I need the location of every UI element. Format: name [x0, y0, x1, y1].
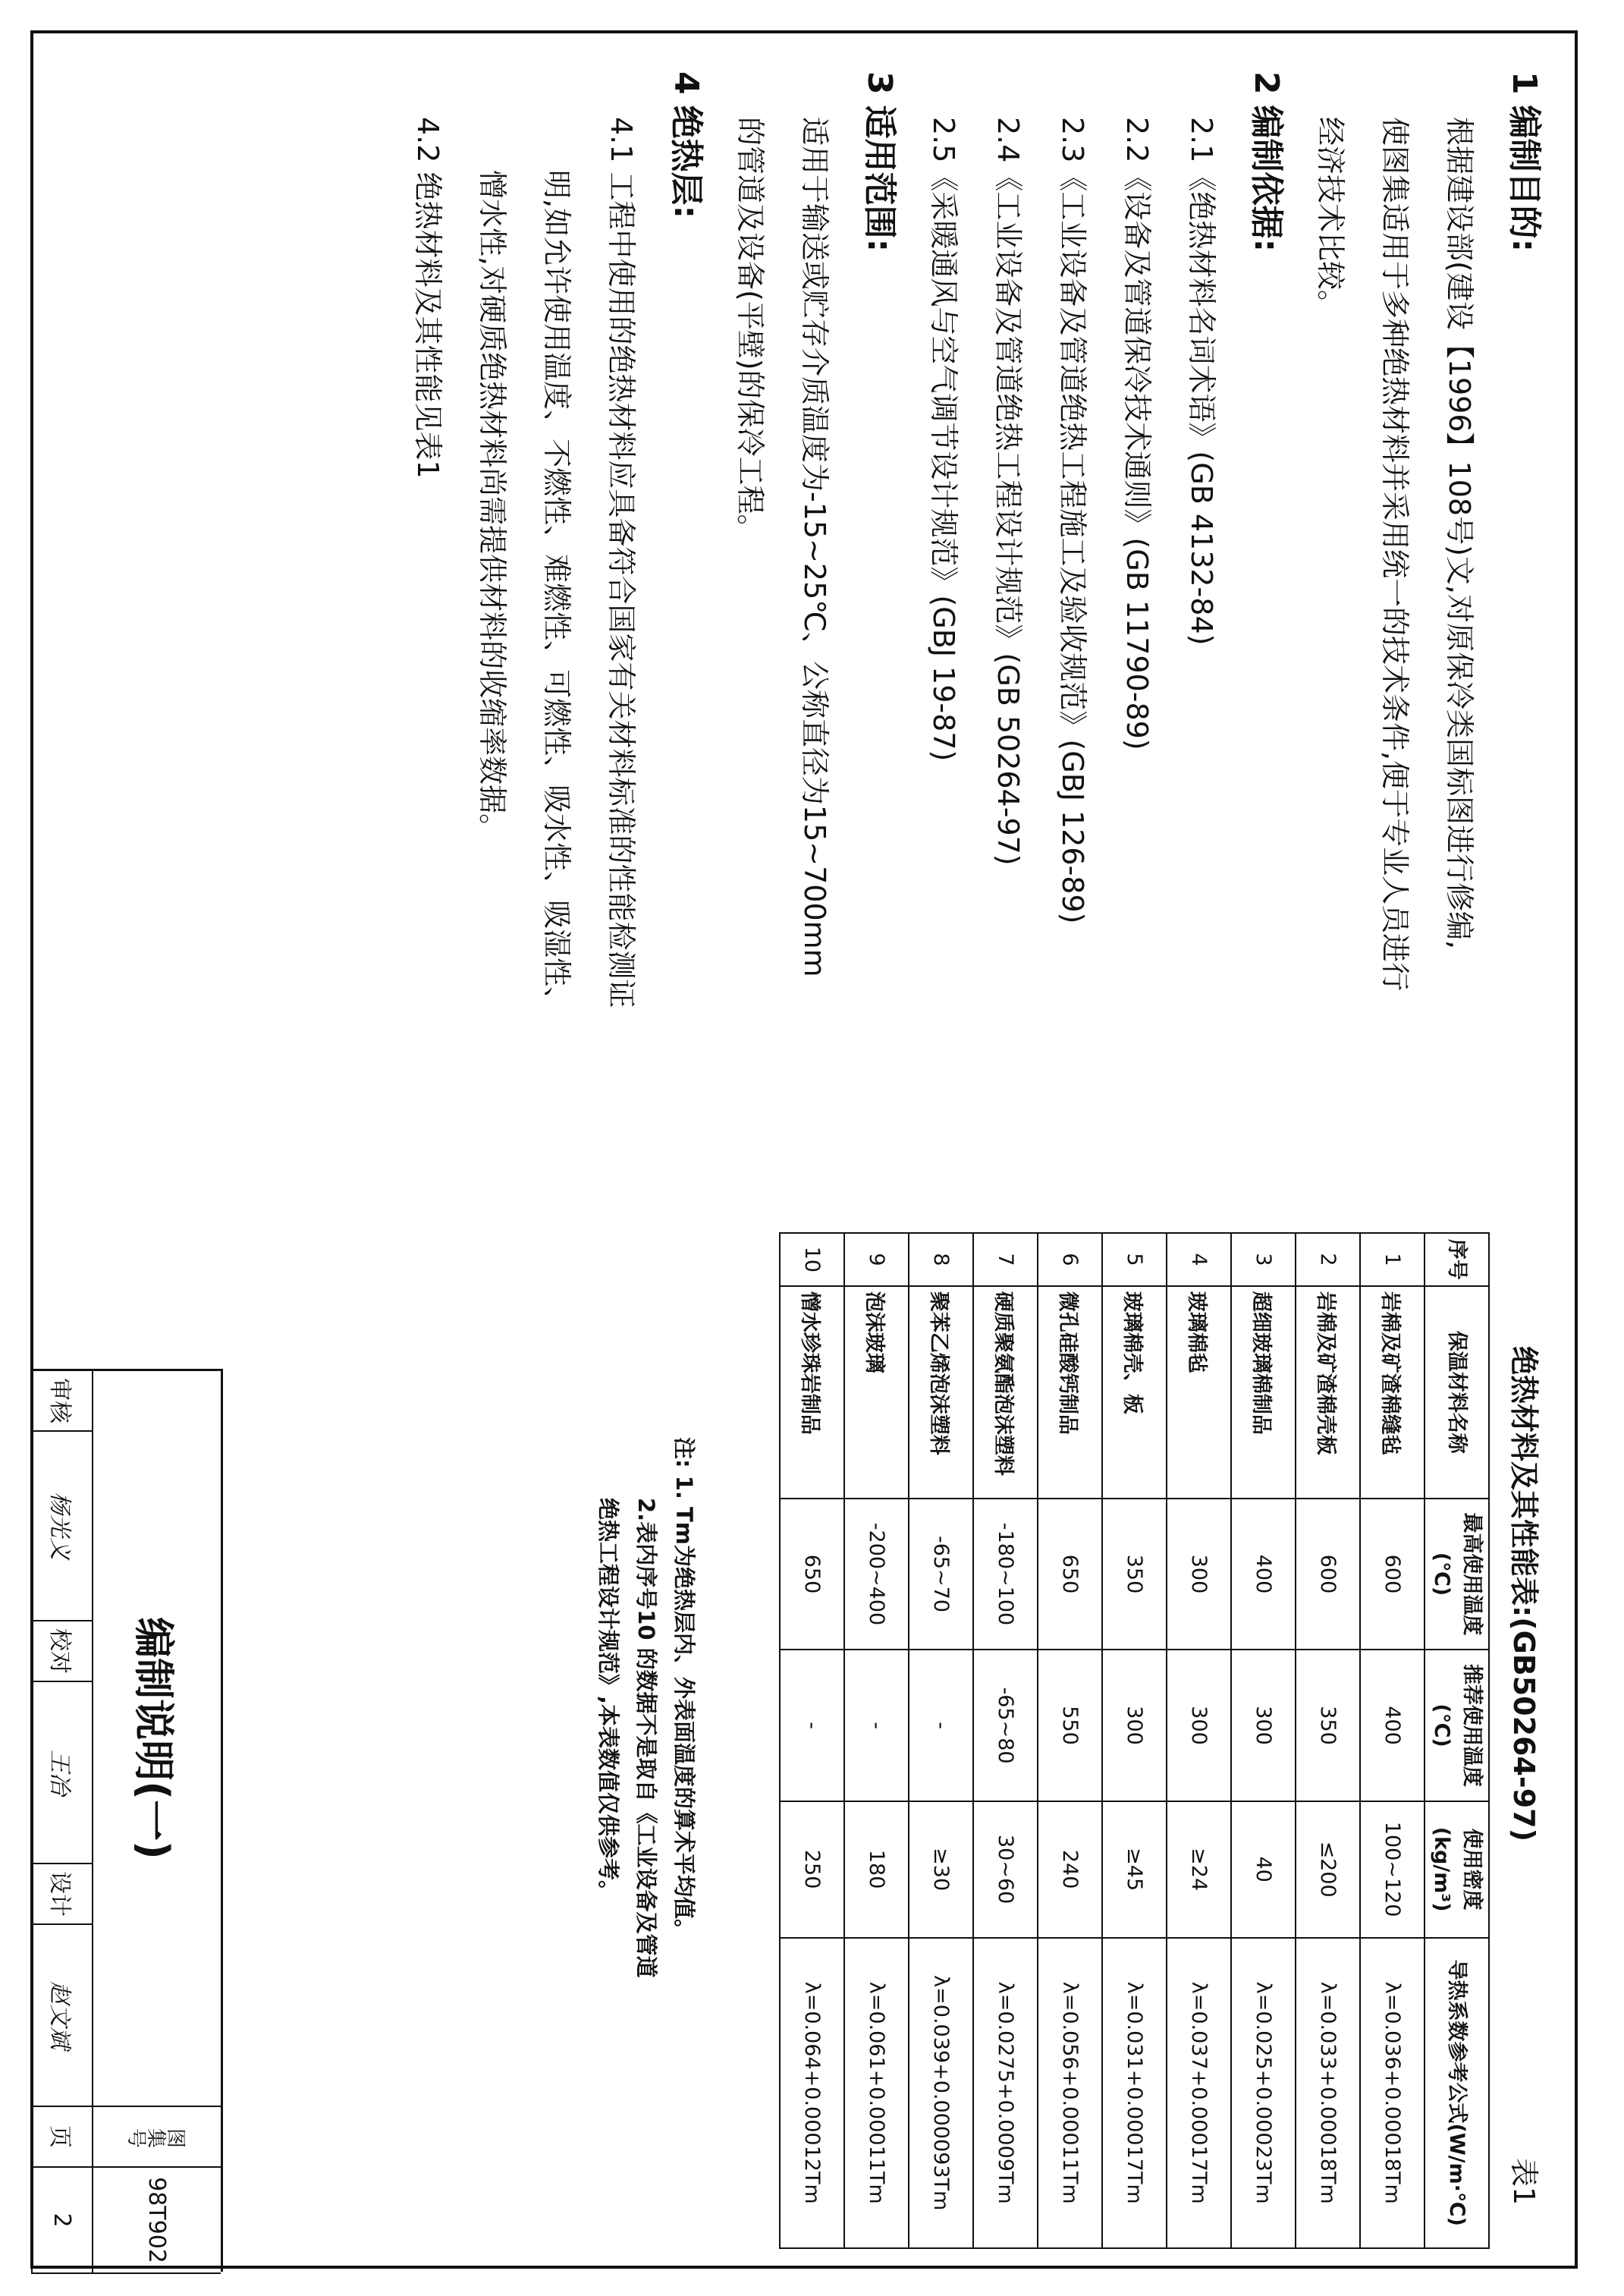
- cell-seq: 6: [1038, 1233, 1102, 1286]
- col-header-rec-temp: 推荐使用温度(℃): [1425, 1650, 1489, 1801]
- cell-seq: 5: [1102, 1233, 1167, 1286]
- cell-formula: λ=0.0275+0.0009Tm: [973, 1938, 1038, 2248]
- table-row: [1231, 1233, 1296, 2248]
- section-2-item-2: 2.2《设备及管道保冷技术通则》(GB 11790-89): [1120, 117, 1154, 750]
- cell-density: 100~120: [1360, 1801, 1425, 1938]
- section-2-item-3: 2.3《工业设备及管道绝热工程施工及验收规范》(GBJ 126-89): [1056, 117, 1089, 924]
- cell-name: 憎水珍珠岩制品: [780, 1286, 844, 1499]
- cell-seq: 9: [844, 1233, 909, 1286]
- section-4-heading: 4绝热层:: [667, 71, 705, 219]
- review-label: 审核: [31, 1371, 92, 1432]
- col-header-max-temp: 最高使用温度(℃): [1425, 1499, 1489, 1650]
- table-title: 绝热材料及其性能表:(GB50264-97): [1507, 1346, 1541, 1842]
- cell-seq: 7: [973, 1233, 1038, 1286]
- table-row: [1038, 1233, 1102, 2248]
- atlas-no-label: 图集号: [92, 2107, 221, 2168]
- cell-formula: λ=0.025+0.00023Tm: [1231, 1938, 1296, 2248]
- table-note-3: 绝热工程设计规范》,本表数值仅供参考。: [595, 1498, 621, 1903]
- section-3-line-2: 的管道及设备(平壁)的保冷工程。: [733, 117, 767, 543]
- cell-density: ≤200: [1296, 1801, 1360, 1938]
- section-1-heading: 1编制目的:: [1505, 71, 1544, 253]
- cell-max-temp: -65~70: [909, 1499, 973, 1650]
- cell-max-temp: -200~400: [844, 1499, 909, 1650]
- cell-rec-temp: 300: [1167, 1650, 1231, 1801]
- cell-seq: 8: [909, 1233, 973, 1286]
- cell-density: ≥30: [909, 1801, 973, 1938]
- table-row: [1167, 1233, 1231, 2248]
- cell-rec-temp: -: [844, 1650, 909, 1801]
- cell-rec-temp: 400: [1360, 1650, 1425, 1801]
- cell-max-temp: 600: [1296, 1499, 1360, 1650]
- table-row: [1102, 1233, 1167, 2248]
- col-header-formula: 导热系数参考公式(W/m·℃): [1425, 1938, 1489, 2248]
- table-header-row: [1425, 1233, 1489, 2248]
- cell-name: 超细玻璃棉制品: [1231, 1286, 1296, 1499]
- cell-formula: λ=0.036+0.00018Tm: [1360, 1938, 1425, 2248]
- table-label: 表1: [1507, 2158, 1541, 2206]
- table-row: [909, 1233, 973, 2248]
- cell-name: 玻璃棉壳、板: [1102, 1286, 1167, 1499]
- col-header-seq: 序号: [1425, 1233, 1489, 1286]
- cell-max-temp: 650: [1038, 1499, 1102, 1650]
- cell-rec-temp: 550: [1038, 1650, 1102, 1801]
- cell-formula: λ=0.039+0.000093Tm: [909, 1938, 973, 2248]
- cell-name: 玻璃棉毡: [1167, 1286, 1231, 1499]
- cell-seq: 2: [1296, 1233, 1360, 1286]
- page-label: 页: [31, 2107, 92, 2168]
- section-2-item-5: 2.5《采暖通风与空气调节设计规范》(GBJ 19-87): [927, 117, 960, 762]
- cell-seq: 4: [1167, 1233, 1231, 1286]
- cell-formula: λ=0.037+0.00017Tm: [1167, 1938, 1231, 2248]
- cell-name: 硬质聚氨酯泡沫塑料: [973, 1286, 1038, 1499]
- col-header-name: 保温材料名称: [1425, 1286, 1489, 1499]
- cell-rec-temp: -: [909, 1650, 973, 1801]
- cell-max-temp: 650: [780, 1499, 844, 1650]
- table-row: [780, 1233, 844, 2248]
- table-note-2: 2.表内序号10 的数据不是取自《工业设备及管道: [633, 1498, 659, 1978]
- section-4-line-1: 4.1 工程中使用的绝热材料应具备符合国家有关材料标准的性能检测证: [605, 117, 638, 1008]
- section-4-line-3: 憎水性,对硬质绝热材料尚需提供材料的收缩率数据。: [476, 170, 509, 843]
- table-row: [1360, 1233, 1425, 2248]
- cell-rec-temp: 300: [1231, 1650, 1296, 1801]
- table-row: [973, 1233, 1038, 2248]
- cell-seq: 1: [1360, 1233, 1425, 1286]
- landscape-content: [33, 33, 1581, 2272]
- cell-rec-temp: -: [780, 1650, 844, 1801]
- drawing-sheet: [30, 30, 1578, 2269]
- section-4-line-4: 4.2 绝热材料及其性能见表1: [411, 117, 444, 479]
- cell-formula: λ=0.056+0.00011Tm: [1038, 1938, 1102, 2248]
- section-1-line-2: 使图集适用于多种绝热材料并采用统一的技术条件,便于专业人员进行: [1378, 117, 1412, 992]
- cell-rec-temp: -65~80: [973, 1650, 1038, 1801]
- cell-max-temp: 600: [1360, 1499, 1425, 1650]
- section-3-line-1: 适用于输送或贮存介质温度为-15~25℃、公称直径为15~700mm: [798, 117, 831, 977]
- section-4-line-2: 明,如允许使用温度、不燃性、难燃性、可燃性、吸水性、吸湿性、: [540, 170, 573, 1016]
- section-2-item-1: 2.1《绝热材料名词术语》(GB 4132-84): [1185, 117, 1218, 646]
- cell-name: 泡沫玻璃: [844, 1286, 909, 1499]
- cell-max-temp: -180~100: [973, 1499, 1038, 1650]
- cell-density: ≥45: [1102, 1801, 1167, 1938]
- design-signature: 赵文斌: [31, 1925, 92, 2107]
- check-label: 校对: [31, 1621, 92, 1682]
- cell-formula: λ=0.064+0.00012Tm: [780, 1938, 844, 2248]
- cell-density: 250: [780, 1801, 844, 1938]
- cell-density: 40: [1231, 1801, 1296, 1938]
- title-block: [33, 1369, 223, 2272]
- section-2-heading: 2编制依据:: [1247, 71, 1286, 253]
- table-row: [844, 1233, 909, 2248]
- cell-seq: 10: [780, 1233, 844, 1286]
- cell-rec-temp: 350: [1296, 1650, 1360, 1801]
- cell-rec-temp: 300: [1102, 1650, 1167, 1801]
- drawing-title: 编制说明(一): [92, 1371, 221, 2107]
- cell-seq: 3: [1231, 1233, 1296, 1286]
- cell-formula: λ=0.031+0.00017Tm: [1102, 1938, 1167, 2248]
- cell-density: 30~60: [973, 1801, 1038, 1938]
- section-1-line-1: 根据建设部(建设【1996】108号)文,对原保冷类国标图进行修编,: [1443, 117, 1476, 950]
- cell-name: 微孔硅酸钙制品: [1038, 1286, 1102, 1499]
- section-2-item-4: 2.4《工业设备及管道绝热工程设计规范》(GB 50264-97): [991, 117, 1025, 866]
- table-row: [1296, 1233, 1360, 2248]
- col-header-density: 使用密度(kg/m³): [1425, 1801, 1489, 1938]
- cell-name: 聚苯乙烯泡沫塑料: [909, 1286, 973, 1499]
- table-note-1: 注: 1. Tm为绝热层内、外表面温度的算术平均值。: [671, 1437, 697, 1941]
- page-number: 2: [31, 2168, 92, 2274]
- section-1-line-3: 经济技术比较。: [1314, 117, 1347, 319]
- review-signature: 杨光义: [31, 1432, 92, 1621]
- cell-name: 岩棉及矿渣棉壳板: [1296, 1286, 1360, 1499]
- design-label: 设计: [31, 1864, 92, 1925]
- cell-max-temp: 350: [1102, 1499, 1167, 1650]
- properties-table: [779, 1232, 1490, 2249]
- atlas-no: 98T902: [92, 2168, 221, 2274]
- cell-density: 240: [1038, 1801, 1102, 1938]
- cell-max-temp: 300: [1167, 1499, 1231, 1650]
- cell-name: 岩棉及矿渣棉缝毡: [1360, 1286, 1425, 1499]
- section-3-heading: 3适用范围:: [860, 71, 899, 253]
- cell-max-temp: 400: [1231, 1499, 1296, 1650]
- cell-density: ≥24: [1167, 1801, 1231, 1938]
- cell-formula: λ=0.061+0.00011Tm: [844, 1938, 909, 2248]
- cell-density: 180: [844, 1801, 909, 1938]
- check-signature: 王冶: [31, 1682, 92, 1864]
- cell-formula: λ=0.033+0.00018Tm: [1296, 1938, 1360, 2248]
